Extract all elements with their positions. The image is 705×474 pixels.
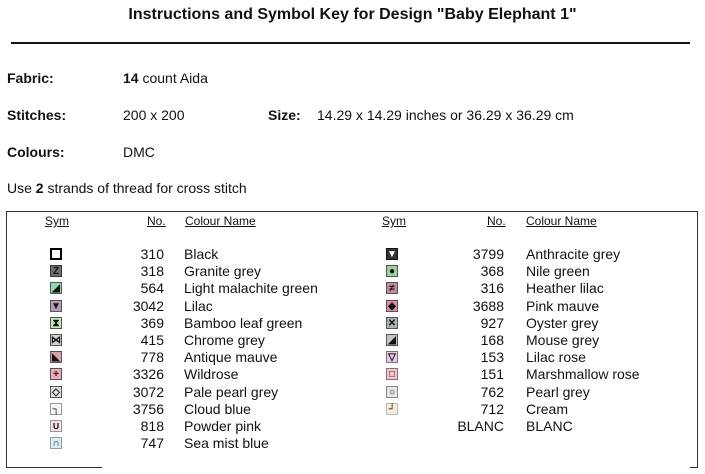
colour-number: 318: [140, 263, 164, 280]
colour-name-header-right: Colour Name: [526, 214, 597, 228]
bowtie-icon: ⋈: [51, 335, 61, 346]
colour-name: Antique mauve: [184, 349, 278, 366]
down-triangle-icon: ▼: [51, 300, 61, 312]
hourglass-icon: ⧗: [50, 317, 62, 329]
triangle-corner-icon: ◢: [386, 334, 398, 346]
key-row-right: [7, 401, 697, 418]
triangle-corner-icon: ◢: [50, 282, 62, 294]
cross-icon: ✕: [387, 317, 397, 329]
colour-name: Marshmallow rose: [526, 366, 640, 383]
colour-name: Bamboo leaf green: [184, 314, 303, 331]
colour-number: 310: [140, 246, 164, 262]
colour-name: Pearl grey: [526, 383, 590, 400]
diamond-icon: ◆: [386, 300, 398, 312]
colour-number: 316: [480, 280, 504, 297]
colour-name: Lilac rose: [526, 349, 586, 366]
sym-header-left: Sym: [45, 214, 69, 228]
colour-name: Heather lilac: [526, 280, 604, 297]
colour-number: 368: [480, 263, 504, 280]
colour-name: Lilac: [184, 297, 213, 314]
size-value: 14.29 x 14.29 inches or 36.29 x 36.29 cm: [317, 107, 574, 123]
colour-number: 762: [480, 383, 504, 400]
key-row-right: [7, 280, 697, 297]
strand-instructions: Use 2 strands of thread for cross stitch: [7, 180, 247, 196]
blank-square-icon: [386, 420, 398, 432]
colour-name: Nile green: [526, 263, 590, 280]
dot-icon: ●: [386, 265, 398, 277]
cap-icon: ∩: [50, 437, 62, 449]
sym-header-right: Sym: [382, 214, 406, 228]
fabric-count: 14: [123, 70, 139, 86]
not-equal-icon: ≠: [386, 282, 398, 294]
key-row-right: [7, 384, 697, 401]
colour-number: 3688: [472, 297, 504, 314]
key-row-right: [7, 298, 697, 315]
colours-label: Colours:: [7, 144, 65, 160]
colour-name: Cream: [526, 400, 569, 417]
small-square-icon: □: [386, 368, 398, 380]
colour-number: 818: [140, 418, 164, 434]
key-row-right: [7, 315, 697, 332]
key-row-right: [7, 418, 697, 435]
colour-name: Anthracite grey: [526, 246, 621, 262]
colour-number: 415: [140, 332, 164, 348]
colour-name: Pale pearl grey: [184, 383, 279, 400]
colour-name: Pink mauve: [526, 297, 600, 314]
cup-icon: ∪: [50, 420, 62, 432]
key-row-right: [7, 366, 697, 383]
colour-number: 747: [140, 435, 164, 452]
colour-number: 3072: [132, 383, 164, 400]
page-title: Instructions and Symbol Key for Design "Baby Elephant 1": [128, 6, 577, 23]
colour-name: Powder pink: [184, 418, 262, 434]
colour-name: Light malachite green: [184, 280, 318, 297]
colour-name: Oyster grey: [526, 314, 599, 331]
title-rule: [11, 42, 690, 44]
colour-name: Mouse grey: [526, 332, 600, 348]
diamond-icon: ◇: [50, 386, 62, 398]
open-triangle-icon: ▽: [386, 351, 398, 363]
colour-name: Granite grey: [184, 263, 262, 280]
colour-number: 3042: [132, 297, 164, 314]
key-row-right: [7, 263, 697, 280]
colour-number: 3799: [472, 246, 504, 262]
colour-number: 3756: [132, 400, 164, 417]
strand-count: 2: [35, 180, 44, 196]
triangle-corner-icon: ◣: [50, 351, 62, 363]
no-header-right: No.: [487, 214, 506, 228]
table-bottom-rule: [6, 467, 102, 468]
symbol-key-table: [6, 211, 698, 468]
circle-icon: ○: [386, 386, 398, 398]
colour-number: 153: [480, 349, 504, 366]
fabric-type: count Aida: [138, 70, 208, 86]
colour-name: Cloud blue: [184, 400, 251, 417]
corner-bracket-icon: ┘: [386, 403, 398, 415]
no-header-left: No.: [147, 214, 166, 228]
colours-value: DMC: [123, 144, 155, 160]
fabric-label: Fabric:: [7, 70, 54, 86]
colour-number: 151: [480, 366, 504, 383]
colour-number: BLANC: [457, 418, 504, 434]
corner-bracket-icon: ┐: [50, 403, 62, 415]
colour-name: Wildrose: [184, 366, 239, 383]
size-label: Size:: [268, 107, 301, 123]
key-row-right: [7, 246, 697, 263]
key-row-left: [7, 435, 697, 452]
colour-name: BLANC: [526, 418, 573, 434]
down-triangle-icon: ▼: [387, 249, 397, 260]
colour-number: 778: [140, 349, 164, 366]
colour-name: Sea mist blue: [184, 435, 269, 452]
key-row-right: [7, 349, 697, 366]
colour-number: 369: [140, 314, 164, 331]
colour-name-header-left: Colour Name: [185, 214, 256, 228]
colour-number: 712: [480, 400, 504, 417]
plus-icon: +: [50, 368, 62, 380]
letter-z-icon: Z: [50, 265, 62, 277]
colour-number: 927: [480, 314, 504, 331]
colour-name: Chrome grey: [184, 332, 265, 348]
table-bottom-rule-right: [690, 467, 697, 468]
stitches-value: 200 x 200: [123, 107, 185, 123]
colour-name: Black: [184, 246, 219, 262]
colour-number: 3326: [132, 366, 164, 383]
colour-number: 168: [480, 332, 504, 348]
stitches-label: Stitches:: [7, 107, 67, 123]
key-row-right: [7, 332, 697, 349]
fabric-value: [123, 70, 208, 86]
colour-number: 564: [140, 280, 164, 297]
